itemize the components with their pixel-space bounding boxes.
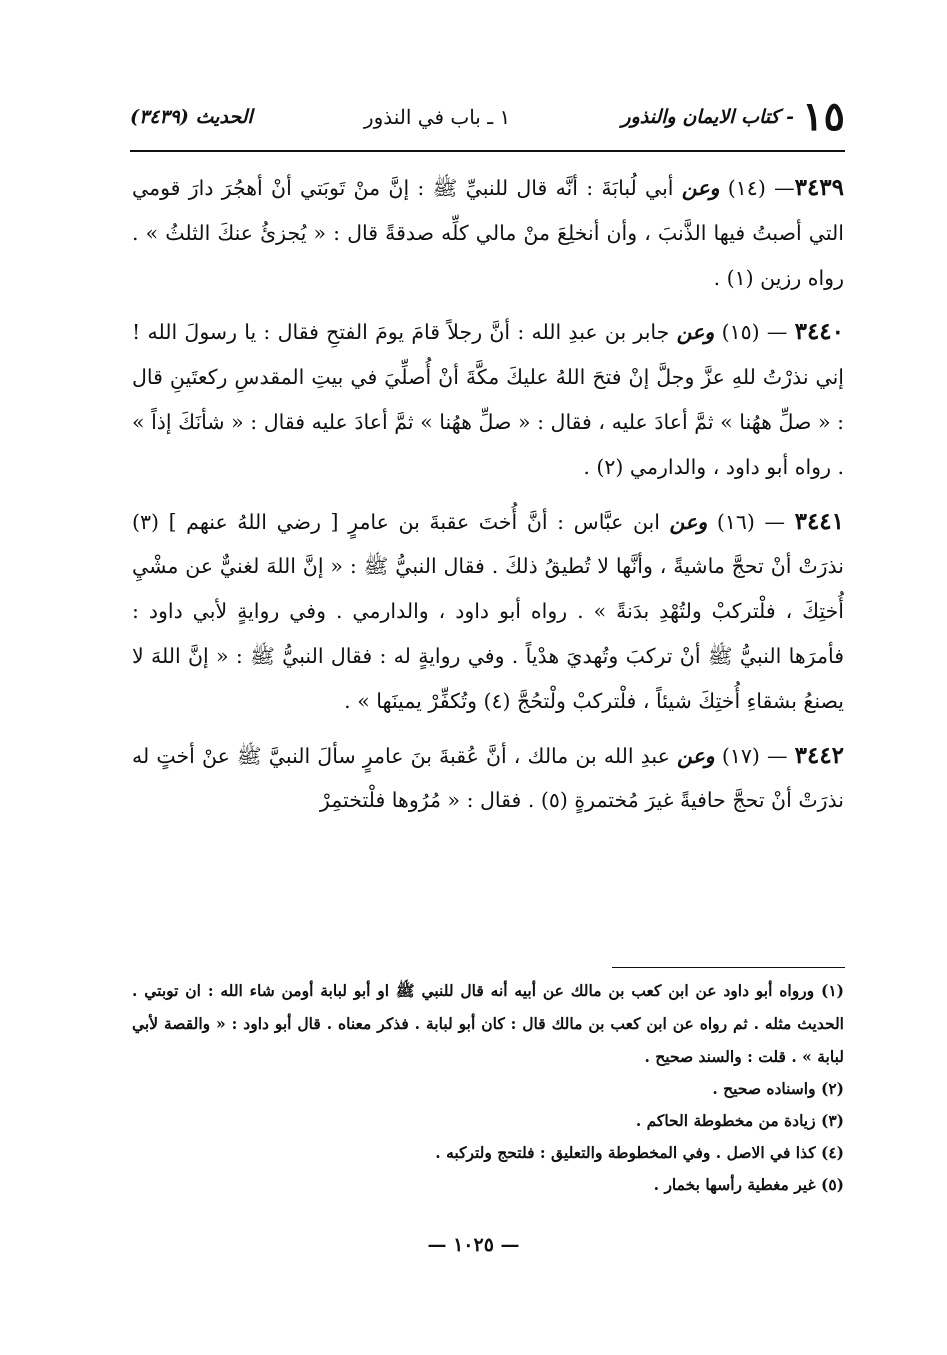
- hadith-number: ٣٤٤٠: [794, 318, 845, 346]
- main-text: [132, 166, 844, 833]
- hadith-prefix: — (١٧): [714, 743, 795, 768]
- hadith-prefix: — (١٦): [707, 509, 795, 534]
- footnotes: [132, 974, 844, 1201]
- running-header: [130, 92, 845, 142]
- footnote-rule: [612, 967, 845, 968]
- hadith-entry: [132, 734, 844, 824]
- chapter-title: - كتاب الايمان والنذور: [621, 106, 795, 128]
- chapter-heading: [621, 93, 845, 140]
- footnote: (١) ورواه أبو داود عن ابن كعب بن مالك عن أبيه أنه قال للنبي ﷺ او أبو لبابة أومن شاء الله : ان توبتي . الحديث مثله . ثم رواه عن ابن كعب بن مالك قال : كان أبو لبابة . فذكر معناه . قال أبو داود : « والقصة لأبي لبابة » . قلت : والسند صحيح .: [132, 981, 844, 1066]
- hadith-text: عبدِ الله بن مالك ، أنَّ عُقبةَ بنَ عامرٍ سألَ النبيَّ ﷺ عنْ أختٍ له نذرَتْ أنْ تحجَّ حافيةً غيرَ مُختمرةٍ (٥) . فقال : « مُرُوها فلْتختمِرْ: [132, 743, 844, 813]
- hadith-entry: [132, 166, 844, 300]
- hadith-intro: وعن: [676, 743, 715, 768]
- hadith-entry: [132, 310, 844, 489]
- section-title: ١ ـ باب في النذور: [363, 105, 511, 129]
- hadith-text: أبي لُبابَةَ : أنَّه قال للنبيِّ ﷺ : إنَّ منْ تَوبَتي أنْ أهجُرَ دارَ قومي التي أصبتُ فيها الذَّنبَ ، وأن أنخلِعَ منْ مالي كلِّه صدقةً قال : « يُجزئُ عنكَ الثلثُ » . رواه رزين (١) .: [132, 176, 844, 290]
- hadith-intro: وعن: [676, 320, 715, 345]
- page-number: — ١٠٢٥ —: [427, 1234, 520, 1256]
- footnote: (٤) كذا في الاصل . وفي المخطوطة والتعليق : فلتحج ولتركبه .: [435, 1143, 844, 1162]
- header-rule: [130, 150, 845, 152]
- hadith-entry: [132, 500, 844, 724]
- hadith-intro: وعن: [669, 509, 708, 534]
- footnote: (٥) غير مغطية رأسها بخمار .: [653, 1175, 844, 1194]
- hadith-number: ٣٤٤١: [794, 507, 845, 535]
- hadith-number: ٣٤٤٢: [794, 741, 845, 769]
- hadith-text: ابن عبَّاس : أنَّ أُختَ عقبةَ بن عامرٍ [ رضي اللهُ عنهم ] (٣) نذرَتْ أنْ تحجَّ ماشيةً ، وأنَّها لا تُطيقُ ذلكَ . فقال النبيُّ ﷺ : « إنَّ اللهَ لغنيٌّ عن مشْيِ أُختِكَ ، فلْتركبْ ولتُهْدِ بدَنةً » . رواه أبو داود ، والدارمي . وفي روايةٍ لأبي داود : فأمرَها النبيُّ ﷺ أنْ تركبَ وتُهديَ هدْياً . وفي روايةٍ له : فقال النبيُّ ﷺ : « إنَّ اللهَ لا يصنعُ بشقاءِ أُختِكَ شيئاً ، فلْتركبْ ولْتحُجَّ (٤) وتُكفِّرْ يمينَها » .: [132, 509, 844, 713]
- footnote: (٢) واسناده صحيح .: [712, 1079, 844, 1098]
- hadith-intro: وعن: [681, 176, 720, 200]
- hadith-number: ٣٤٣٩: [794, 174, 845, 201]
- hadith-range: الحديث (٣٤٣٩): [130, 106, 253, 128]
- hadith-prefix: — (١٥): [714, 320, 795, 345]
- hadith-text: جابر بن عبدِ الله : أنَّ رجلاً قامَ يومَ الفتحِ فقال : يا رسولَ الله ! إني نذرْتُ للهِ عزَّ وجلَّ إنْ فتحَ اللهُ عليكَ مكَّةَ أنْ أُصلِّيَ في بيتِ المقدسِ ركعتَينِ قال : « صلِّ ههُنا » ثمَّ أعادَ عليه ، فقال : « صلِّ ههُنا » ثمَّ أعادَ عليه فقال : « شأنَكَ إذاً » . رواه أبو داود ، والدارمي (٢) .: [132, 320, 844, 479]
- chapter-number: ١٥: [802, 93, 845, 140]
- footnote: (٣) زيادة من مخطوطة الحاكم .: [635, 1111, 844, 1130]
- hadith-prefix: — (١٤): [719, 176, 795, 200]
